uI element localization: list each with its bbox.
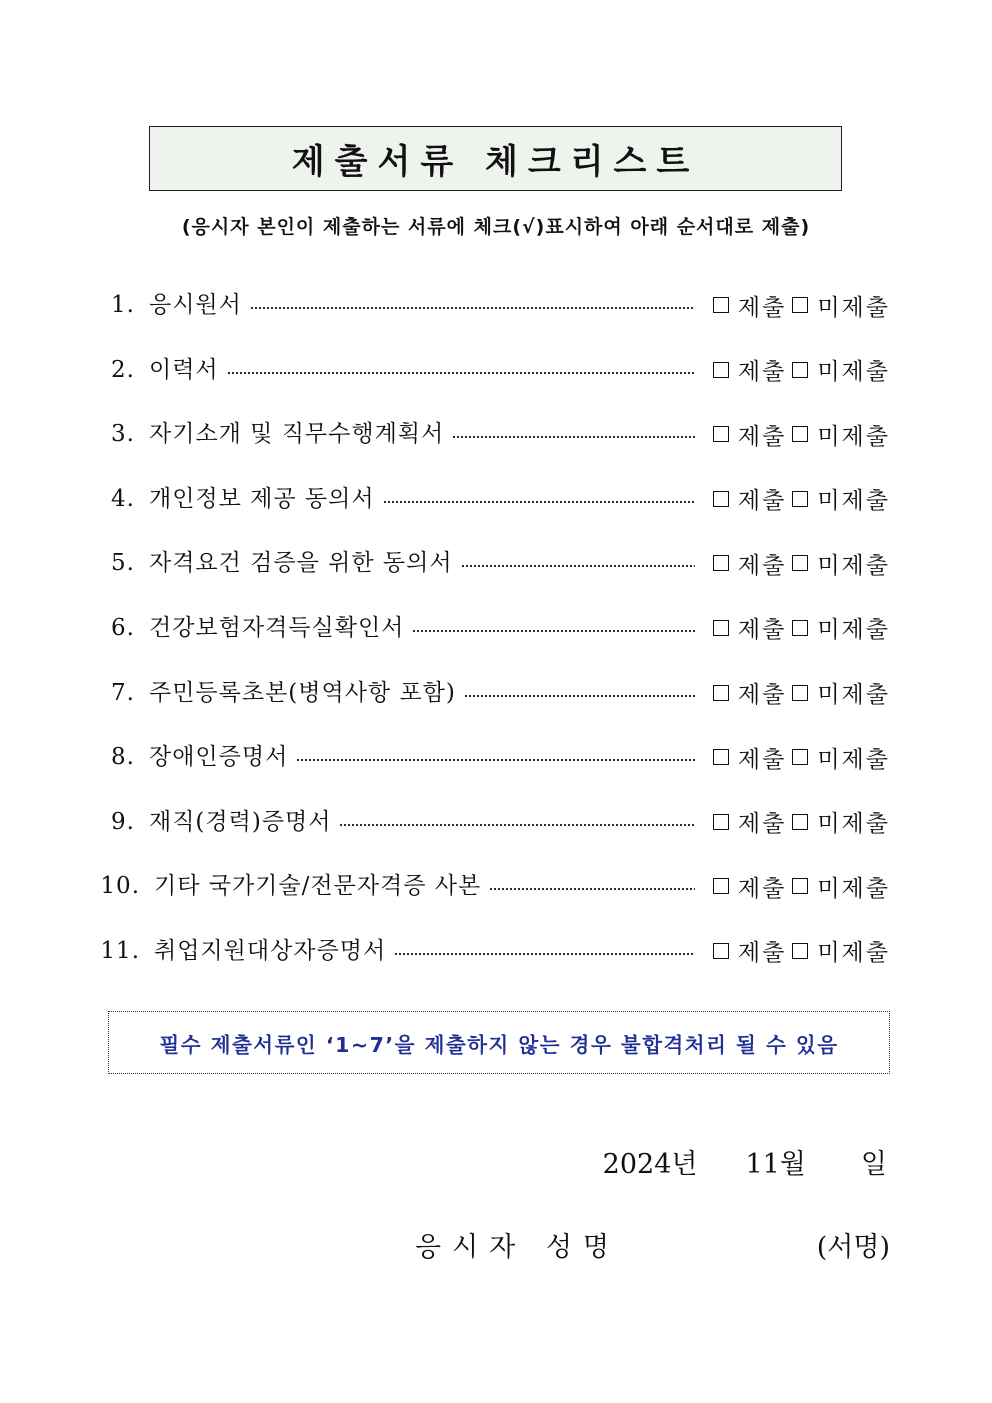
submitted-label: 제출 <box>737 617 787 644</box>
not-submitted-label: 미제출 <box>817 552 890 579</box>
item-name: 기타 국가기술/전문자격증 사본 <box>154 873 482 900</box>
not-submitted-checkbox[interactable] <box>792 878 808 894</box>
dot-leader <box>452 411 695 457</box>
submitted-label: 제출 <box>737 875 787 902</box>
item-options <box>707 799 890 845</box>
not-submitted-checkbox[interactable] <box>792 297 808 313</box>
submitted-label: 제출 <box>737 423 787 450</box>
date-day: 일 <box>860 1149 887 1180</box>
item-number: 9. <box>111 808 135 835</box>
submitted-checkbox[interactable] <box>713 878 729 894</box>
item-number: 10. <box>100 873 140 900</box>
item-label <box>100 347 219 393</box>
item-name: 취업지원대상자증명서 <box>154 937 387 964</box>
item-label <box>100 670 456 716</box>
submitted-checkbox[interactable] <box>713 620 729 636</box>
dot-leader <box>394 928 695 974</box>
item-options <box>707 670 890 716</box>
submitted-checkbox[interactable] <box>713 685 729 701</box>
not-submitted-checkbox[interactable] <box>792 491 808 507</box>
checklist-item <box>100 928 890 993</box>
submitted-label: 제출 <box>737 746 787 773</box>
signature-line <box>415 1225 890 1264</box>
submitted-label: 제출 <box>737 294 787 321</box>
date-month: 11월 <box>745 1149 806 1180</box>
dot-leader <box>227 347 695 393</box>
submitted-checkbox[interactable] <box>713 555 729 571</box>
submitted-checkbox[interactable] <box>713 491 729 507</box>
title-box <box>149 126 842 191</box>
not-submitted-label: 미제출 <box>817 875 890 902</box>
item-options <box>707 863 890 909</box>
checklist-item <box>100 411 890 476</box>
dot-leader <box>339 799 694 845</box>
document-checklist <box>100 282 890 993</box>
item-number: 11. <box>100 937 140 964</box>
not-submitted-label: 미제출 <box>817 488 890 515</box>
checklist-item <box>100 799 890 864</box>
dot-leader <box>296 734 695 780</box>
item-label <box>100 799 331 845</box>
item-label <box>100 540 453 586</box>
item-label <box>100 411 444 457</box>
item-options <box>707 605 890 651</box>
dot-leader <box>489 863 695 909</box>
submitted-checkbox[interactable] <box>713 943 729 959</box>
instruction-subtitle: (응시자 본인이 제출하는 서류에 체크(√)표시하여 아래 순서대로 제출) <box>181 216 811 238</box>
item-name: 장애인증명서 <box>149 744 289 771</box>
item-label <box>100 605 404 651</box>
item-number: 6. <box>111 614 135 641</box>
submitted-checkbox[interactable] <box>713 814 729 830</box>
submitted-label: 제출 <box>737 359 787 386</box>
item-options <box>707 734 890 780</box>
item-name: 이력서 <box>149 356 219 383</box>
checklist-item <box>100 863 890 928</box>
submitted-label: 제출 <box>737 811 787 838</box>
item-label <box>100 863 481 909</box>
not-submitted-label: 미제출 <box>817 940 890 967</box>
submitted-label: 제출 <box>737 682 787 709</box>
item-number: 5. <box>111 550 135 577</box>
item-number: 8. <box>111 744 135 771</box>
submitted-checkbox[interactable] <box>713 426 729 442</box>
item-label <box>100 928 386 974</box>
checklist-item <box>100 605 890 670</box>
item-name: 건강보험자격득실확인서 <box>149 614 405 641</box>
submitted-checkbox[interactable] <box>713 749 729 765</box>
item-label <box>100 734 288 780</box>
item-options <box>707 540 890 586</box>
item-name: 재직(경력)증명서 <box>149 808 332 835</box>
submitted-label: 제출 <box>737 552 787 579</box>
checklist-item <box>100 540 890 605</box>
not-submitted-label: 미제출 <box>817 811 890 838</box>
item-number: 7. <box>111 679 135 706</box>
item-number: 3. <box>111 421 135 448</box>
submitted-label: 제출 <box>737 940 787 967</box>
dot-leader <box>464 670 695 716</box>
item-options <box>707 282 890 328</box>
item-name: 개인정보 제공 동의서 <box>149 485 375 512</box>
checklist-item <box>100 734 890 799</box>
notice-box <box>108 1011 890 1074</box>
not-submitted-checkbox[interactable] <box>792 814 808 830</box>
item-options <box>707 411 890 457</box>
applicant-name-label: 응시자 성명 <box>415 1232 620 1263</box>
not-submitted-checkbox[interactable] <box>792 685 808 701</box>
signature-mark[interactable]: (서명) <box>816 1232 890 1263</box>
not-submitted-label: 미제출 <box>817 423 890 450</box>
date-year: 2024년 <box>602 1149 698 1180</box>
dot-leader <box>383 476 695 522</box>
dot-leader <box>412 605 695 651</box>
item-name: 자기소개 및 직무수행계획서 <box>149 421 445 448</box>
not-submitted-checkbox[interactable] <box>792 555 808 571</box>
submitted-checkbox[interactable] <box>713 297 729 313</box>
checklist-item <box>100 282 890 347</box>
page-title: 제출서류 체크리스트 <box>291 142 700 182</box>
item-number: 4. <box>111 485 135 512</box>
not-submitted-checkbox[interactable] <box>792 362 808 378</box>
dot-leader <box>461 540 695 586</box>
submitted-label: 제출 <box>737 488 787 515</box>
item-options <box>707 928 890 974</box>
checklist-item <box>100 347 890 412</box>
item-label <box>100 476 375 522</box>
item-number: 1. <box>111 292 135 318</box>
item-name: 주민등록초본(병역사항 포함) <box>149 679 456 706</box>
item-name: 자격요건 검증을 위한 동의서 <box>149 550 453 577</box>
not-submitted-checkbox[interactable] <box>792 620 808 636</box>
not-submitted-checkbox[interactable] <box>792 943 808 959</box>
item-options <box>707 476 890 522</box>
item-label <box>100 282 242 328</box>
item-name: 응시원서 <box>149 292 242 318</box>
not-submitted-label: 미제출 <box>817 294 890 321</box>
checklist-item <box>100 476 890 541</box>
not-submitted-label: 미제출 <box>817 746 890 773</box>
date-line <box>603 1142 887 1181</box>
not-submitted-checkbox[interactable] <box>792 426 808 442</box>
checklist-item <box>100 670 890 735</box>
item-options <box>707 347 890 393</box>
item-number: 2. <box>111 356 135 383</box>
not-submitted-label: 미제출 <box>817 617 890 644</box>
not-submitted-checkbox[interactable] <box>792 749 808 765</box>
submitted-checkbox[interactable] <box>713 362 729 378</box>
dot-leader <box>250 282 695 328</box>
notice-text: 필수 제출서류인 ‘1~7’을 제출하지 않는 경우 불합격처리 될 수 있음 <box>159 1032 839 1057</box>
not-submitted-label: 미제출 <box>817 682 890 709</box>
not-submitted-label: 미제출 <box>817 359 890 386</box>
